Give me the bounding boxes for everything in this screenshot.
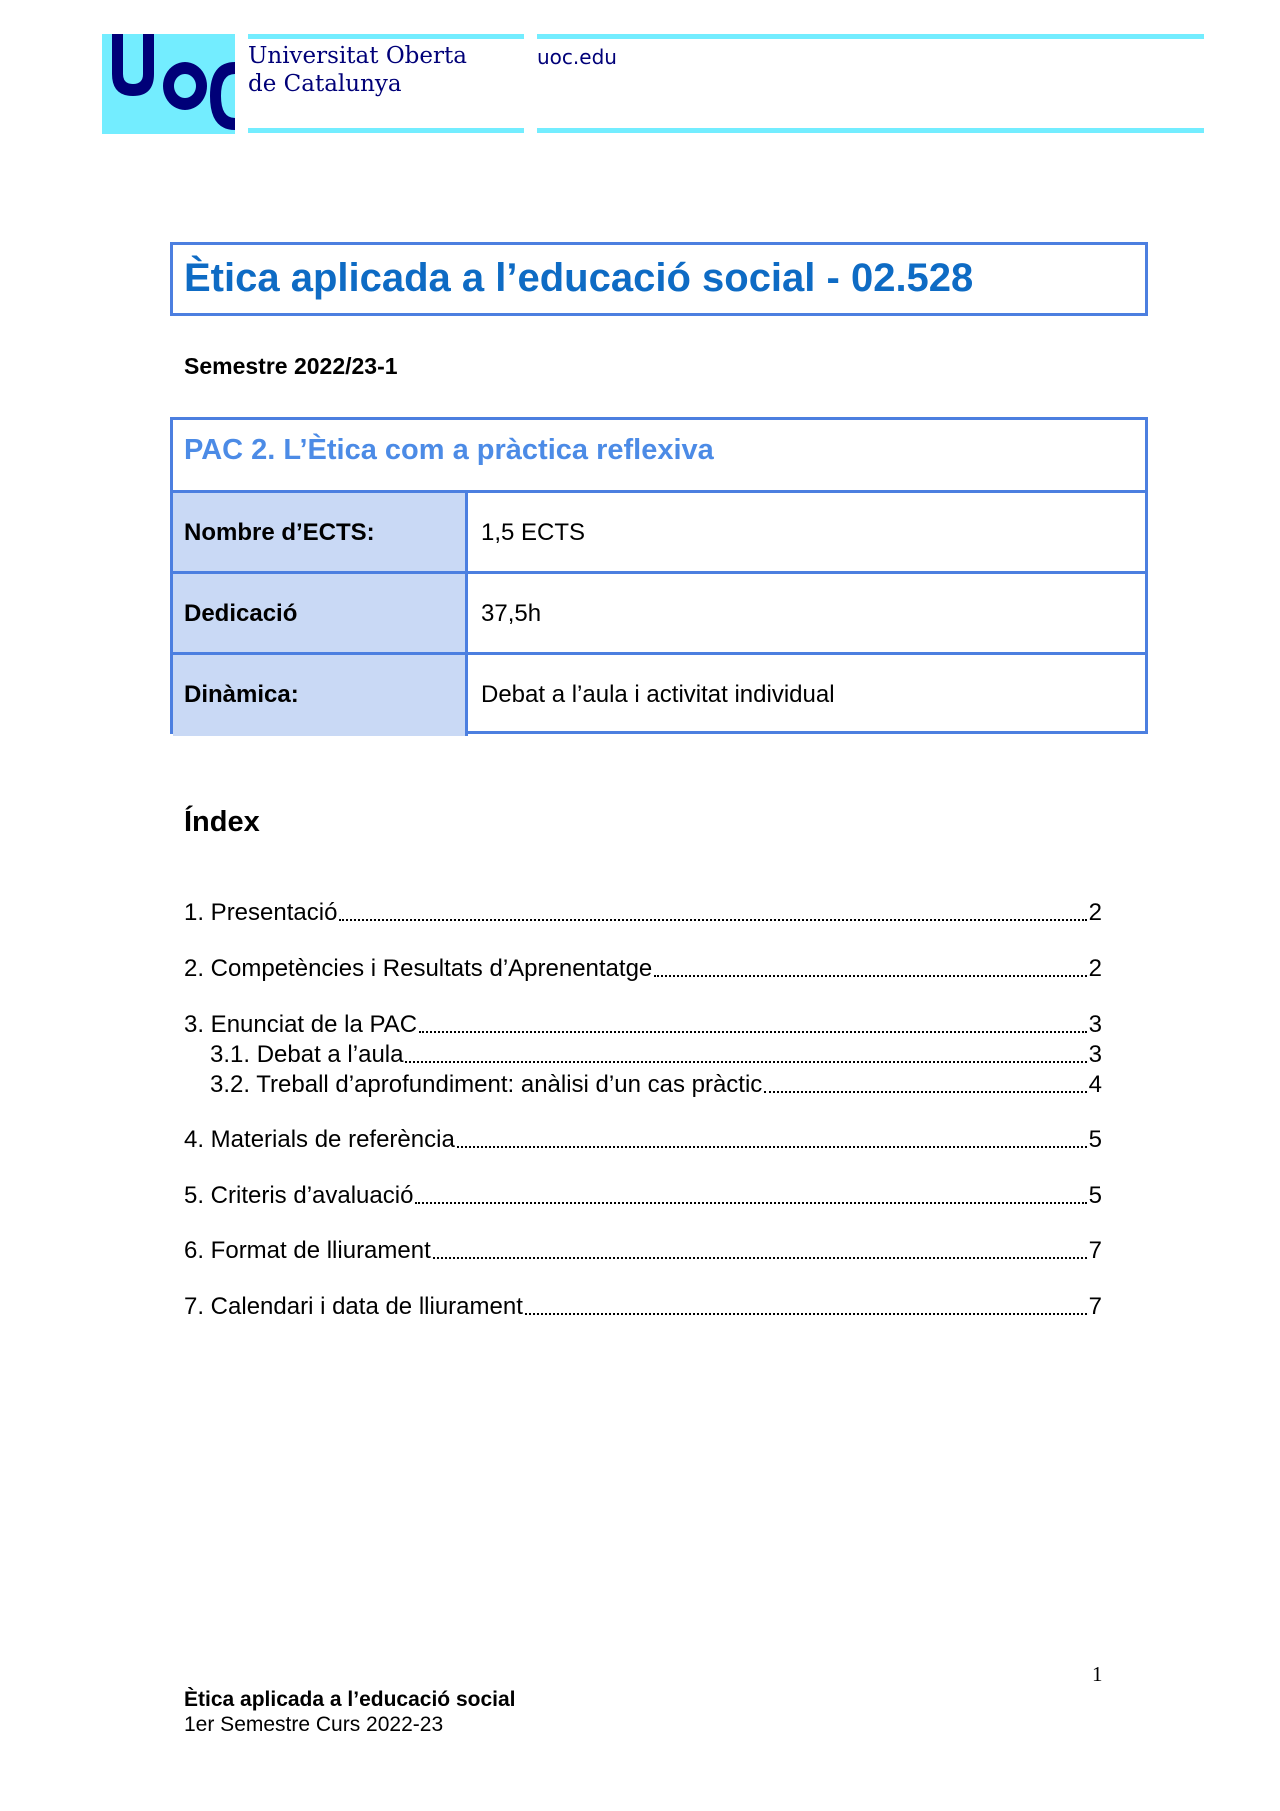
header-divider-top-left	[248, 34, 524, 39]
toc-entry-text: 3.1. Debat a l’aula	[210, 1041, 404, 1068]
page-number: 1	[1092, 1662, 1103, 1686]
university-name	[248, 42, 467, 98]
toc-entry-page: 2	[1088, 899, 1102, 926]
toc-entry-text: 4. Materials de referència	[184, 1126, 455, 1153]
toc-entry-text: 1. Presentació	[184, 899, 338, 926]
uoc-logo-icon	[102, 34, 235, 134]
header-divider-top-right	[537, 34, 1204, 39]
toc-entry-text: 2. Competències i Resultats d’Aprenentatge	[184, 955, 653, 982]
uoc-logo	[102, 34, 235, 134]
toc-entry-text: 6. Format de lliurament	[184, 1237, 431, 1264]
header-divider-bottom-right	[537, 128, 1204, 133]
index-heading: Índex	[184, 806, 260, 838]
title-box	[170, 242, 1148, 316]
toc-leader	[457, 1146, 1087, 1148]
pac-title: PAC 2. L’Ètica com a pràctica reflexiva	[184, 434, 714, 466]
info-label: Dedicació	[184, 600, 298, 627]
toc-entry-page: 7	[1088, 1293, 1102, 1320]
toc-entry[interactable]	[184, 1125, 1102, 1155]
info-label: Dinàmica:	[184, 681, 299, 708]
toc-entry-text: 3. Enunciat de la PAC	[184, 1011, 418, 1038]
info-value: 1,5 ECTS	[481, 519, 586, 546]
info-label-cell	[173, 493, 468, 574]
header-divider-bottom-left	[248, 128, 524, 133]
toc-entry[interactable]	[184, 1010, 1102, 1040]
toc-leader	[405, 1061, 1086, 1063]
toc-entry-page: 3	[1088, 1041, 1102, 1068]
info-row-dedication	[173, 571, 1145, 655]
semester-label: Semestre 2022/23-1	[184, 353, 398, 379]
toc-subentry[interactable]	[210, 1040, 1102, 1070]
toc-entry-text: 3.2. Treball d’aprofundiment: anàlisi d’un cas pràctic	[210, 1071, 763, 1098]
info-label: Nombre d’ECTS:	[184, 519, 375, 546]
toc-leader	[525, 1313, 1087, 1315]
document-title: Ètica aplicada a l’educació social - 02.528	[184, 256, 974, 300]
toc-entry-page: 7	[1088, 1237, 1102, 1264]
info-label-cell	[173, 574, 468, 655]
toc-entry-page: 3	[1088, 1011, 1102, 1038]
footer-subtitle: 1er Semestre Curs 2022-23	[184, 1713, 444, 1736]
info-value: 37,5h	[481, 600, 542, 627]
toc-entry-page: 2	[1088, 955, 1102, 982]
toc-entry[interactable]	[184, 1236, 1102, 1266]
toc-leader	[339, 919, 1086, 921]
toc-leader	[419, 1031, 1087, 1033]
info-value: Debat a l’aula i activitat individual	[481, 681, 835, 708]
toc-entry-text: 7. Calendari i data de lliurament	[184, 1293, 523, 1320]
toc-entry[interactable]	[184, 1292, 1102, 1322]
toc-entry-text: 5. Criteris d’avaluació	[184, 1182, 414, 1209]
info-label-cell	[173, 655, 468, 736]
toc-entry[interactable]	[184, 898, 1102, 928]
toc-entry-page: 5	[1088, 1126, 1102, 1153]
activity-info-table	[170, 417, 1148, 734]
info-row-ects	[173, 490, 1145, 574]
toc-entry-page: 5	[1088, 1182, 1102, 1209]
toc-leader	[415, 1202, 1086, 1204]
university-name-line1: Universitat Oberta	[248, 43, 467, 69]
toc-leader	[764, 1091, 1086, 1093]
info-row-dynamics	[173, 652, 1145, 736]
toc-leader	[433, 1257, 1087, 1259]
footer-title: Ètica aplicada a l’educació social	[184, 1688, 516, 1711]
university-name-line2: de Catalunya	[248, 71, 402, 97]
toc-subentry[interactable]	[210, 1070, 1102, 1100]
toc-entry[interactable]	[184, 1181, 1102, 1211]
toc-entry-page: 4	[1088, 1071, 1102, 1098]
site-link[interactable]: uoc.edu	[537, 45, 617, 69]
toc-entry[interactable]	[184, 954, 1102, 984]
toc-leader	[654, 975, 1086, 977]
